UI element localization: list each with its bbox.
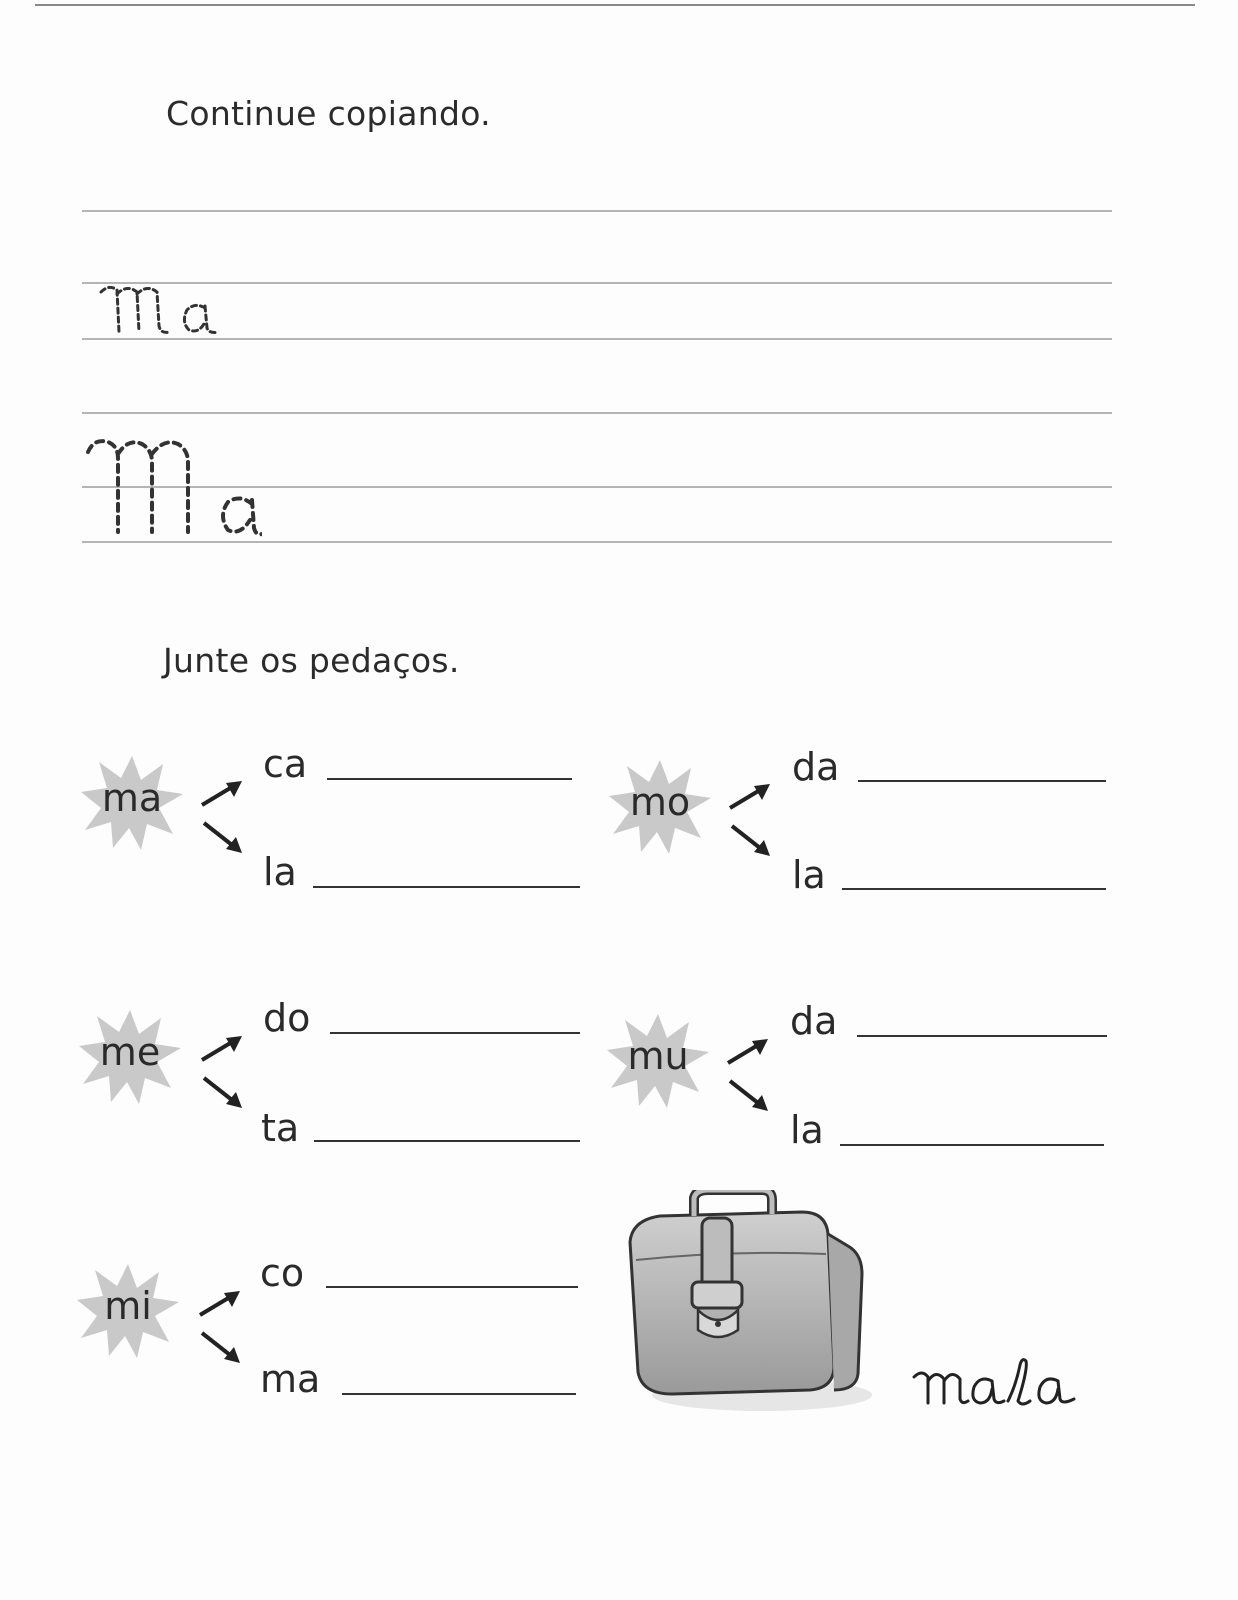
answer-blank[interactable] bbox=[327, 778, 572, 780]
answer-blank[interactable] bbox=[330, 1032, 580, 1034]
piece-text: do bbox=[263, 996, 311, 1040]
arrow-pair-icon bbox=[724, 778, 776, 863]
piece-text: la bbox=[790, 1108, 824, 1152]
syllable-group-mo bbox=[605, 756, 715, 856]
answer-blank[interactable] bbox=[342, 1393, 576, 1395]
answer-blank[interactable] bbox=[840, 1144, 1104, 1146]
guide-line bbox=[82, 210, 1112, 212]
piece-text: la bbox=[263, 850, 297, 894]
arrow-pair-icon bbox=[196, 1030, 248, 1115]
arrow-pair-icon bbox=[194, 1285, 246, 1370]
piece-text: da bbox=[792, 745, 840, 789]
suitcase-icon bbox=[612, 1190, 882, 1420]
piece-text: ca bbox=[263, 742, 308, 786]
answer-blank[interactable] bbox=[842, 888, 1106, 890]
traced-uppercase-ma bbox=[82, 432, 262, 544]
syllable-label: mi bbox=[104, 1284, 152, 1328]
answer-blank[interactable] bbox=[314, 1140, 580, 1142]
arrow-pair-icon bbox=[722, 1033, 774, 1118]
syllable-label: ma bbox=[101, 776, 163, 820]
syllable-group-ma bbox=[77, 752, 187, 852]
piece-text: da bbox=[790, 999, 838, 1043]
answer-blank[interactable] bbox=[857, 1035, 1107, 1037]
piece-text: la bbox=[792, 853, 826, 897]
syllable-label: mu bbox=[627, 1034, 689, 1078]
syllable-group-me bbox=[75, 1006, 185, 1106]
traced-lowercase-ma bbox=[95, 282, 245, 342]
syllable-group-mi bbox=[73, 1260, 183, 1360]
instruction-join: Junte os pedaços. bbox=[163, 641, 460, 680]
answer-blank[interactable] bbox=[326, 1286, 578, 1288]
piece-text: co bbox=[260, 1251, 305, 1295]
answer-blank[interactable] bbox=[313, 886, 580, 888]
arrow-pair-icon bbox=[196, 775, 248, 860]
syllable-label: me bbox=[99, 1030, 161, 1074]
caption-script bbox=[910, 1355, 1090, 1425]
top-border-line bbox=[35, 4, 1195, 6]
piece-text: ta bbox=[261, 1106, 300, 1150]
syllable-label: mo bbox=[629, 780, 691, 824]
instruction-copy: Continue copiando. bbox=[166, 94, 491, 133]
answer-blank[interactable] bbox=[858, 780, 1106, 782]
syllable-group-mu bbox=[603, 1010, 713, 1110]
piece-text: ma bbox=[260, 1357, 321, 1401]
guide-line bbox=[82, 412, 1112, 414]
